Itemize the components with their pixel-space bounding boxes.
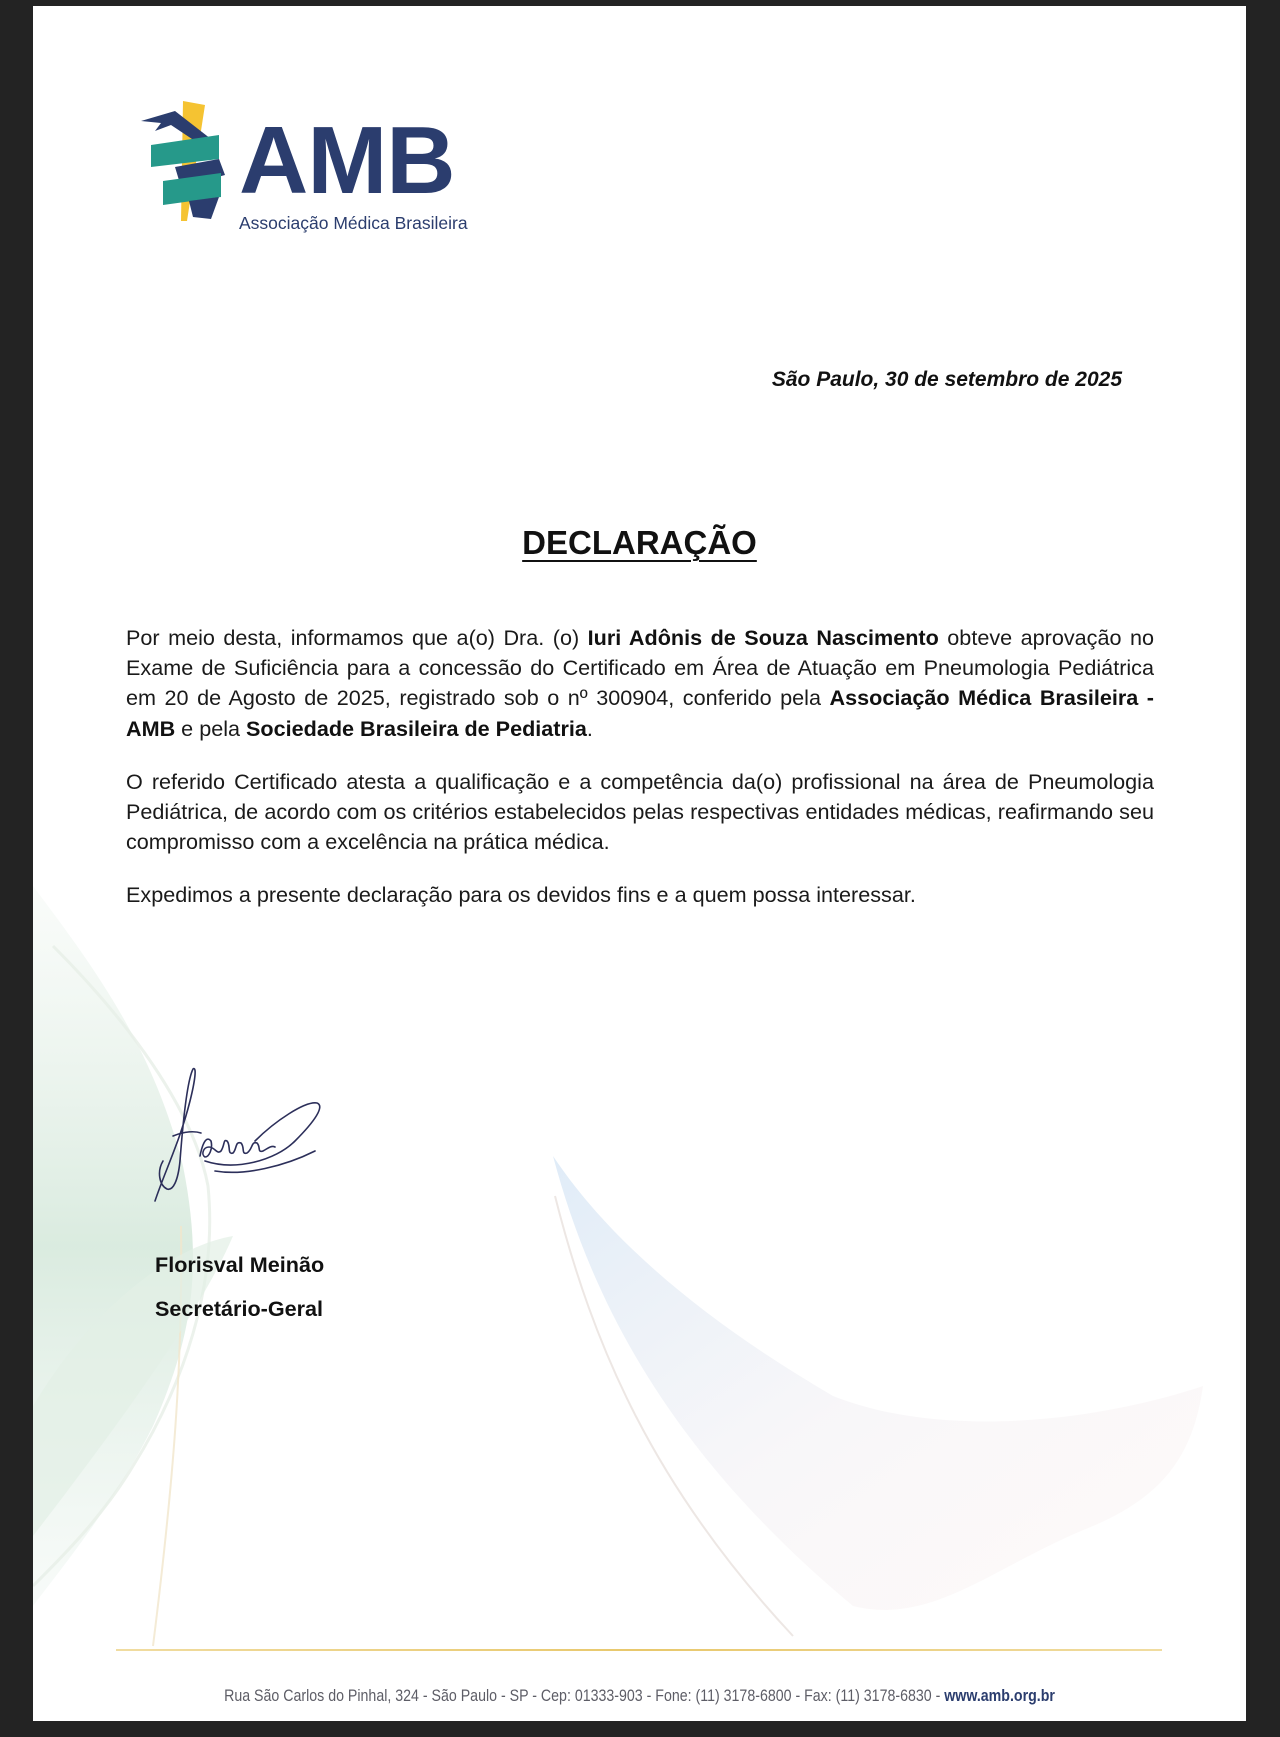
paragraph-1 [126,623,1154,744]
caduceus-logo-icon [141,101,231,251]
p1-text-3: e pela [175,715,247,741]
footer-contact [118,1687,1161,1706]
document-body [126,623,1154,934]
paragraph-2: O referido Certificado atesta a qualificação e a competência da(o) profissional na área de Pneumologia Pediátrica, de acordo com os critérios estabelecidos pelas respectivas entidades médicas, reafirmando seu compromisso com a excelência na prática médica. [126,768,1154,855]
logo-acronym: AMB [239,107,455,214]
p1-text-4: . [586,715,593,741]
recipient-name: Iuri Adônis de Souza Nascimento [587,625,939,650]
amb-logo [141,101,521,251]
date-line: São Paulo, 30 de setembro de 2025 [771,368,1122,391]
document-title-text: DECLARAÇÃO [522,524,757,561]
organization-amb: Associação Médica Brasileira - AMB [126,685,1154,741]
footer-website-link[interactable]: www.amb.org.br [944,1687,1055,1705]
document-page [33,6,1246,1721]
signatory-name: Florisval Meinão [155,1252,325,1277]
handwritten-signature [145,1061,375,1221]
p1-text-2: obteve aprovação no Exame de Suficiência para a concessão do Certificado em Área de Atuação em Pneumologia Pediátrica em 20 de Agosto de 2025, registrado sob o nº 300904, conferido pela [126,625,1154,711]
signatory-role: Secretário-Geral [155,1296,324,1321]
document-title [33,524,1246,562]
p1-text-1: Por meio desta, informamos que a(o) Dra. (o) [126,625,588,650]
organization-sbp: Sociedade Brasileira de Pediatria [246,715,587,741]
footer-address: Rua São Carlos do Pinhal, 324 - São Paulo - SP - Cep: 01333-903 - Fone: (11) 3178-6800 - Fax: (11) 3178-6830 - [224,1687,945,1705]
paragraph-3: Expedimos a presente declaração para os devidos fins e a quem possa interessar. [126,882,916,908]
logo-subtitle: Associação Médica Brasileira [239,213,468,233]
footer-divider [116,1649,1162,1651]
